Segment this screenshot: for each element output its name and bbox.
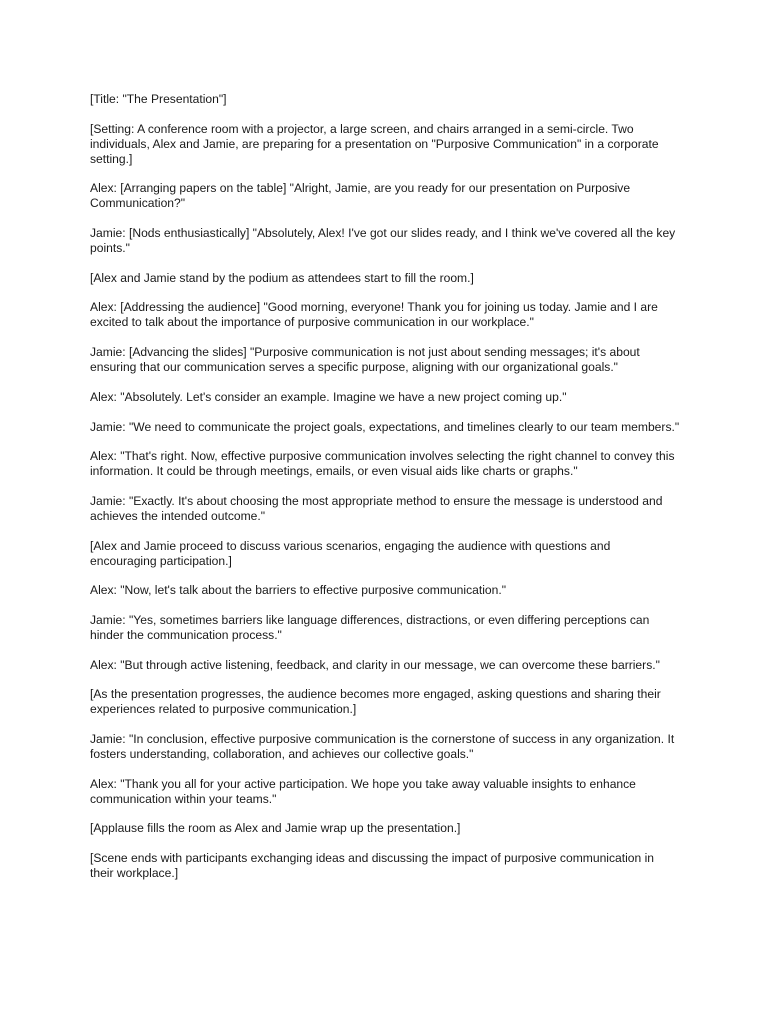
dialogue-line: Jamie: [Nods enthusiastically] "Absolutely, Alex! I've got our slides ready, and I think we've covered all the key points." <box>90 226 676 256</box>
stage-direction-ending: [Scene ends with participants exchanging ideas and discussing the impact of purposive communication in their workplace.] <box>90 851 655 881</box>
stage-direction-setting: [Setting: A conference room with a projector, a large screen, and chairs arranged in a semi-circle. Two individuals, Alex and Jamie, are preparing for a presentation on "Purposive Communication" in a corporate setting.] <box>90 121 659 166</box>
title-line: [Title: "The Presentation"] <box>90 92 227 106</box>
dialogue-line: Alex: "Thank you all for your active participation. We hope you take away valuable insights to enhance communication within your teams." <box>90 776 636 806</box>
stage-direction: [As the presentation progresses, the audience becomes more engaged, asking questions and sharing their experiences related to purposive communication.] <box>90 687 661 717</box>
dialogue-line: Alex: "Now, let's talk about the barriers to effective purposive communication." <box>90 583 507 598</box>
dialogue-line: Alex: [Addressing the audience] "Good morning, everyone! Thank you for joining us today. Jamie and I are excited to talk about the importance of purposive communication in our workplace." <box>90 300 658 330</box>
stage-direction: [Alex and Jamie proceed to discuss various scenarios, engaging the audience with questions and encouraging participation.] <box>90 538 611 568</box>
document-body <box>90 92 680 896</box>
dialogue-line: Jamie: "We need to communicate the project goals, expectations, and timelines clearly to our team members." <box>90 419 680 434</box>
dialogue-line: Jamie: "In conclusion, effective purposive communication is the cornerstone of success in any organization. It fosters understanding, collaboration, and achieves our collective goals." <box>90 732 675 761</box>
stage-direction: [Applause fills the room as Alex and Jamie wrap up the presentation.] <box>90 821 461 836</box>
dialogue-line: Alex: "That's right. Now, effective purposive communication involves selecting the right channel to convey this information. It could be through meetings, emails, or even visual aids like charts or graphs." <box>90 449 675 479</box>
stage-direction: [Alex and Jamie stand by the podium as attendees start to fill the room.] <box>90 270 474 285</box>
dialogue-line: Jamie: "Exactly. It's about choosing the most appropriate method to ensure the message is understood and achieves the intended outcome." <box>90 493 663 523</box>
dialogue-line: Alex: "But through active listening, feedback, and clarity in our message, we can overcome these barriers." <box>90 657 660 672</box>
dialogue-line: Jamie: "Yes, sometimes barriers like language differences, distractions, or even differing perceptions can hinder the communication process." <box>90 612 650 642</box>
dialogue-line: Alex: [Arranging papers on the table] "Alright, Jamie, are you ready for our presentation on Purposive Communication?" <box>90 181 631 211</box>
dialogue-line: Jamie: [Advancing the slides] "Purposive communication is not just about sending messages; it's about ensuring that our communication serves a specific purpose, aligning with our organizational goals." <box>90 345 640 375</box>
dialogue-line: Alex: "Absolutely. Let's consider an example. Imagine we have a new project coming up." <box>90 389 567 404</box>
